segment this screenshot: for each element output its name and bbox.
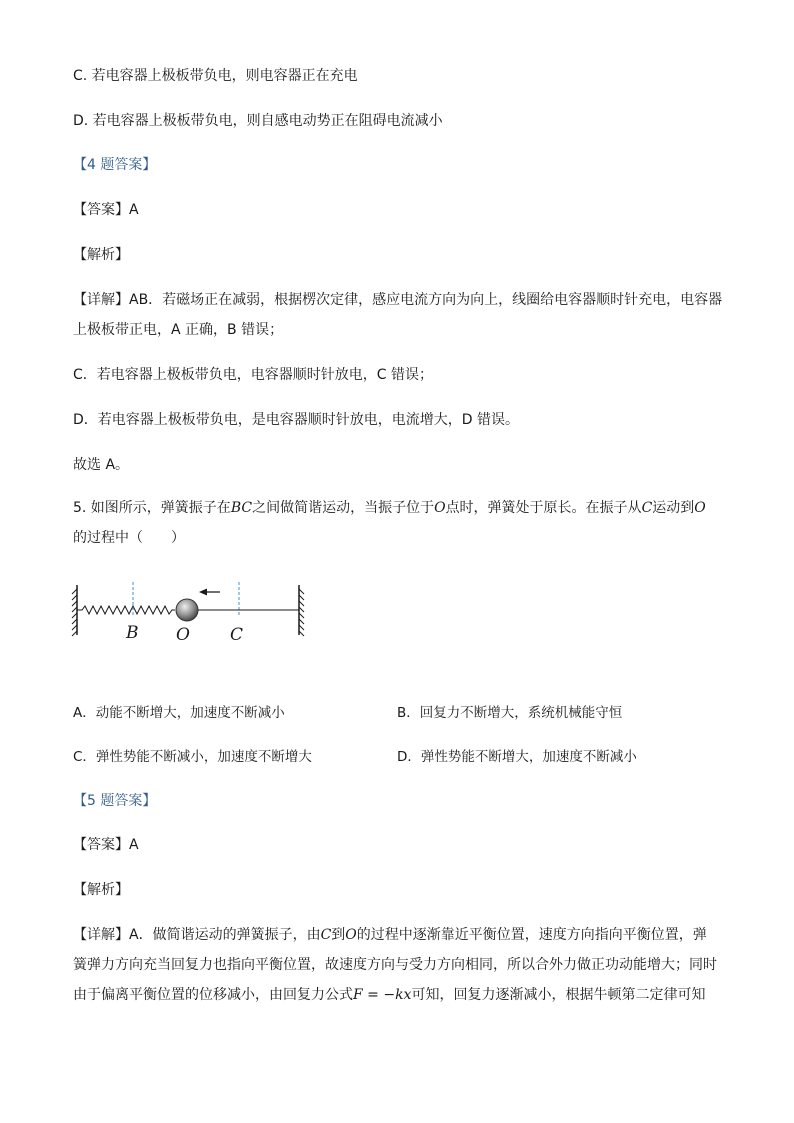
q5-answer-header: 【5 题答案】 — [73, 793, 157, 809]
q4-answer: 【答案】A — [73, 202, 139, 218]
q5-detail-text: 可知，回复力逐渐减小，根据牛顿第二定律可知 — [411, 987, 706, 1003]
q5-stem-text: 点时，弹簧处于原长。在振子从 — [445, 500, 642, 516]
q5-stem-var-c: C — [641, 500, 653, 516]
q5-option-a: A．动能不断增大，加速度不断减小 — [73, 705, 285, 721]
oscillator-ball — [176, 599, 198, 621]
q5-detail-text: 【详解】A．做简谐运动的弹簧振子，由 — [73, 927, 321, 943]
q5-option-b: B．回复力不断增大，系统机械能守恒 — [397, 705, 623, 721]
q5-detail-text: 由于偏离平衡位置的位移减小，由回复力公式 — [73, 987, 353, 1003]
q5-stem-line1 — [73, 498, 728, 518]
q4-answer-header: 【4 题答案】 — [73, 157, 157, 173]
label-o: O — [176, 625, 190, 645]
q5-stem-var-bc: BC — [230, 500, 253, 516]
q5-stem-text: 之间做简谐运动，当振子位于 — [252, 500, 435, 516]
q5-stem-text: 5. 如图所示，弹簧振子在 — [73, 500, 231, 516]
q5-detail-line1 — [73, 925, 728, 945]
q4-detail-line2: 上极板带正电，A 正确，B 错误； — [73, 322, 284, 338]
label-c: C — [230, 625, 244, 645]
q5-detail-var-o: O — [345, 927, 357, 943]
q5-stem-var-o2: O — [694, 500, 706, 516]
q4-conclusion: 故选 A。 — [73, 457, 130, 473]
q5-detail-var-c: C — [320, 927, 332, 943]
q4-analysis-header: 【解析】 — [73, 247, 129, 263]
spring — [77, 606, 175, 614]
q4-detail-line1: 【详解】AB．若磁场正在减弱，根据楞次定律，感应电流方向为向上，线圈给电容器顺时针充电，电容器 — [73, 292, 723, 308]
q4-detail-d: D．若电容器上极板带负电，是电容器顺时针放电，电流增大，D 错误。 — [73, 412, 520, 428]
spring-oscillator-figure — [68, 575, 318, 650]
arrow-icon — [199, 589, 220, 596]
q5-detail-text: 的过程中逐渐靠近平衡位置，速度方向指向平衡位置，弹 — [356, 927, 707, 943]
q4-option-d: D. 若电容器上极板带负电，则自感电动势正在阻碍电流减小 — [73, 113, 443, 129]
q5-analysis-header: 【解析】 — [73, 882, 129, 898]
q5-detail-text: 到 — [331, 927, 346, 943]
q5-stem-var-o: O — [434, 500, 446, 516]
q5-option-d: D．弹性势能不断增大，加速度不断减小 — [397, 749, 637, 765]
q4-detail-c: C．若电容器上极板带负电，电容器顺时针放电，C 错误； — [73, 367, 433, 383]
q5-detail-line3 — [73, 985, 728, 1005]
restoring-force-formula: F = −kx — [353, 987, 412, 1003]
q5-stem-line2: 的过程中（ ） — [73, 530, 185, 546]
q5-option-c: C．弹性势能不断减小，加速度不断增大 — [73, 749, 312, 765]
q5-stem-text: 运动到 — [652, 500, 695, 516]
q5-answer: 【答案】A — [73, 837, 139, 853]
q5-detail-line2: 簧弹力方向充当回复力也指向平衡位置，故速度方向与受力方向相同，所以合外力做正功动能增大；同时 — [73, 957, 717, 973]
label-b: B — [126, 623, 139, 643]
q4-option-c: C. 若电容器上极板带负电，则电容器正在充电 — [73, 68, 358, 84]
